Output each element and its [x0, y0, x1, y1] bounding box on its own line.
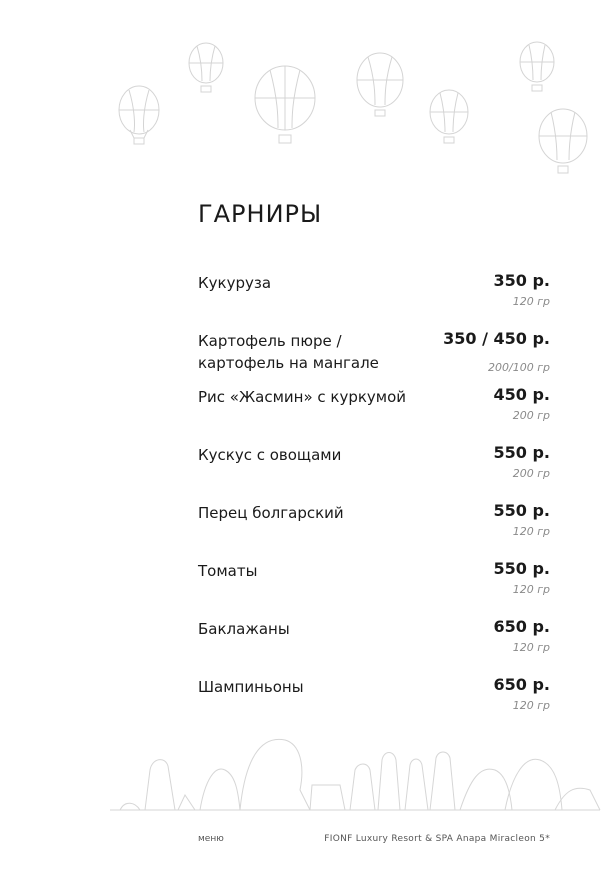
item-price: 650 р. — [493, 617, 550, 636]
menu-item — [198, 496, 550, 554]
item-weight: 120 гр — [512, 295, 550, 308]
rock-icon — [120, 803, 140, 810]
item-price: 350 р. — [493, 271, 550, 290]
rock-icon — [350, 764, 375, 810]
menu-item — [198, 612, 550, 670]
balloon-icon — [119, 86, 159, 144]
menu-item — [198, 266, 550, 324]
balloon-icon — [255, 66, 315, 143]
item-name-line2: картофель на мангале — [198, 354, 379, 372]
item-weight: 120 гр — [512, 641, 550, 654]
balloon-icon — [520, 42, 554, 91]
rock-icon — [145, 760, 175, 810]
item-name: Кукуруза — [198, 274, 272, 292]
item-name: Кускус с овощами — [198, 446, 342, 464]
item-name: Рис «Жасмин» с куркумой — [198, 388, 407, 406]
menu-item — [198, 554, 550, 612]
rock-formations-illustration — [0, 730, 612, 830]
item-price: 350 / 450 р. — [443, 329, 550, 348]
item-name — [198, 330, 379, 374]
item-weight: 200 гр — [512, 409, 550, 422]
item-weight: 120 гр — [512, 525, 550, 538]
rock-icon — [405, 759, 428, 810]
item-weight: 120 гр — [512, 583, 550, 596]
rock-icon — [430, 752, 455, 810]
item-name: Томаты — [198, 562, 258, 580]
rock-icon — [240, 739, 310, 810]
footer-label: меню — [198, 834, 224, 844]
footer-brand: FIONF Luxury Resort & SPA Anapa Miracleon 5* — [324, 834, 550, 844]
menu-list — [198, 266, 550, 728]
item-name: Шампиньоны — [198, 678, 304, 696]
rock-icon — [310, 785, 345, 810]
item-name: Перец болгарский — [198, 504, 344, 522]
item-price: 650 р. — [493, 675, 550, 694]
rock-icon — [460, 769, 512, 810]
balloon-icon — [539, 109, 587, 173]
rock-icon — [178, 795, 195, 810]
item-name-line1: Картофель пюре / — [198, 332, 342, 350]
item-weight: 200 гр — [512, 467, 550, 480]
menu-item — [198, 380, 550, 438]
item-price: 550 р. — [493, 501, 550, 520]
rock-icon — [378, 753, 400, 811]
menu-item — [198, 438, 550, 496]
item-weight: 120 гр — [512, 699, 550, 712]
menu-item — [198, 670, 550, 728]
item-price: 550 р. — [493, 443, 550, 462]
rock-icon — [505, 759, 562, 810]
balloon-icon — [189, 43, 223, 92]
balloon-icon — [357, 53, 403, 116]
rock-icon — [200, 769, 240, 810]
item-price: 450 р. — [493, 385, 550, 404]
page-title: ГАРНИРЫ — [198, 200, 323, 228]
balloon-icon — [430, 90, 468, 143]
hot-air-balloons-illustration — [0, 0, 612, 200]
item-name: Баклажаны — [198, 620, 290, 638]
item-weight: 200/100 гр — [488, 361, 550, 374]
menu-item — [198, 324, 550, 380]
item-price: 550 р. — [493, 559, 550, 578]
